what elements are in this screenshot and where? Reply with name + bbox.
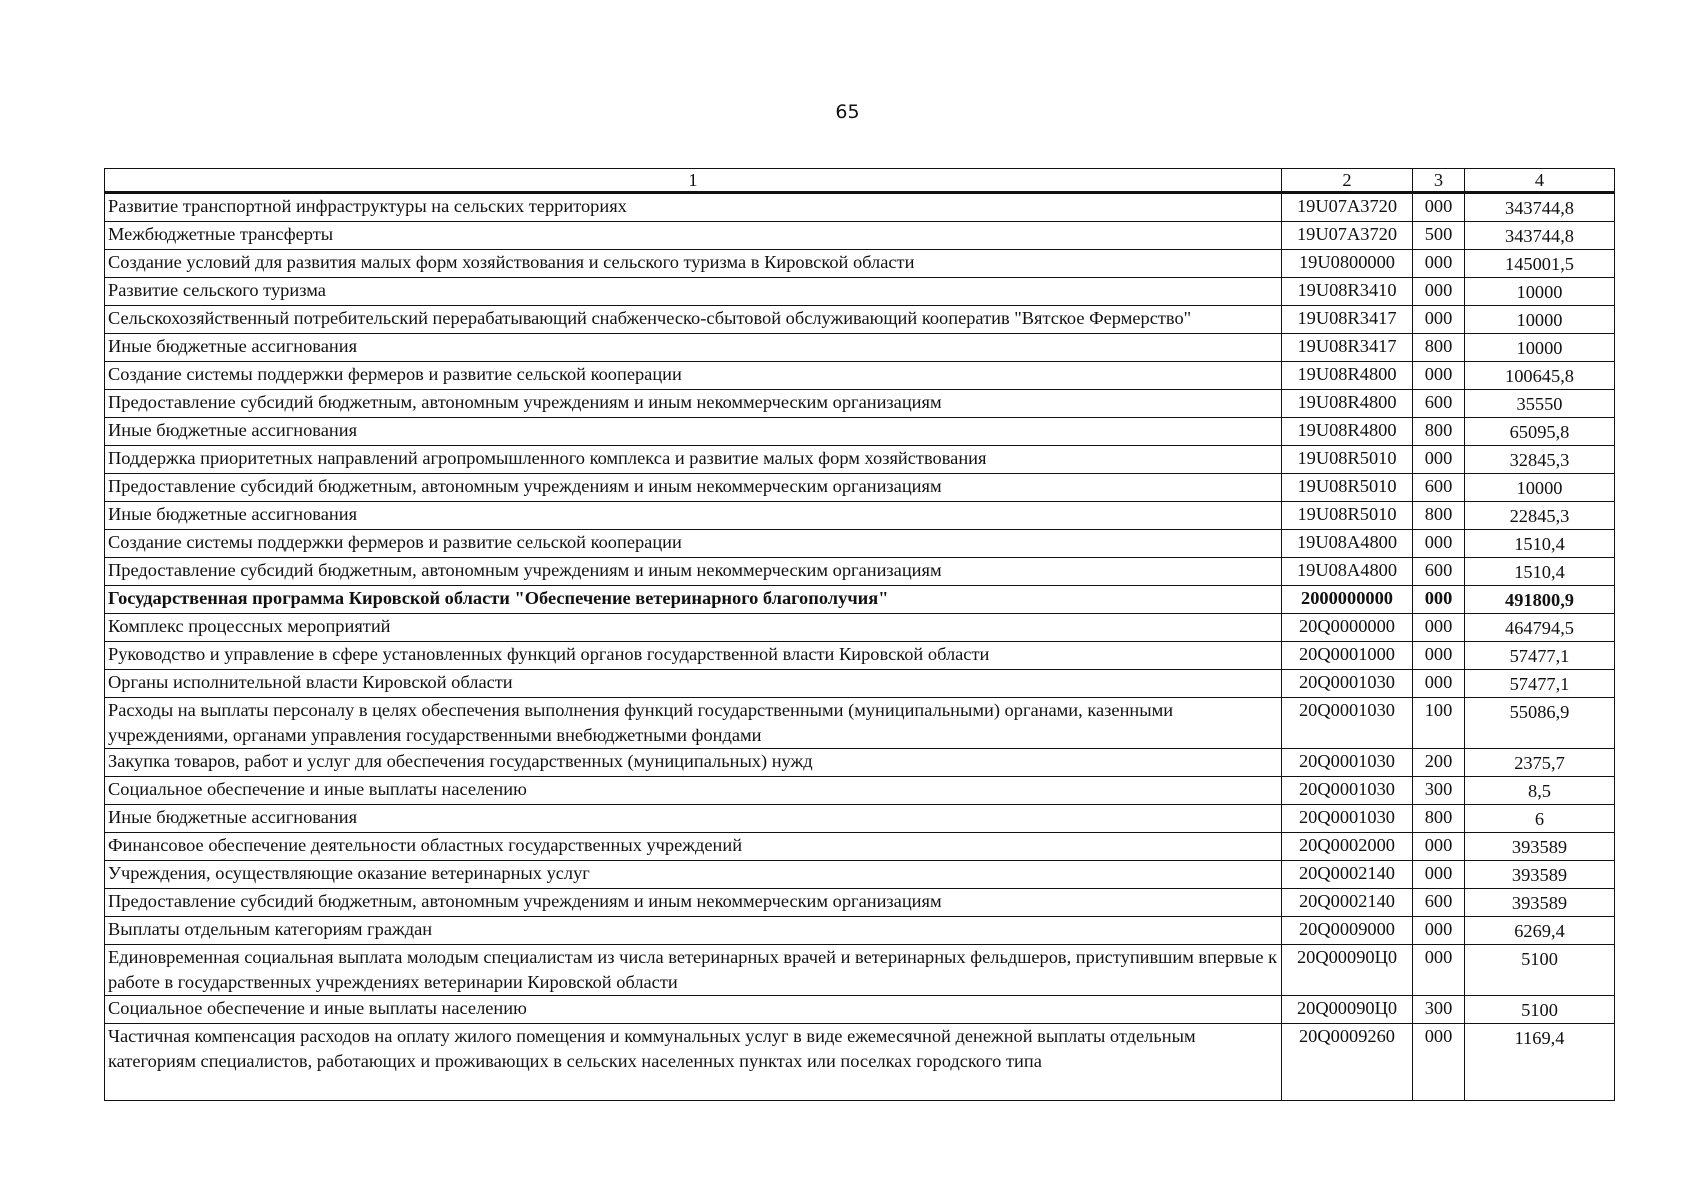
row-name-cell: Комплекс процессных мероприятий <box>105 614 1282 642</box>
row-type-cell: 000 <box>1413 362 1465 390</box>
row-code-cell: 20Q0001030 <box>1282 805 1413 833</box>
row-code-cell: 19U08R4800 <box>1282 390 1413 418</box>
row-amount-cell: 5100 <box>1465 945 1615 996</box>
row-code-cell: 19U08R3417 <box>1282 334 1413 362</box>
row-name-cell: Финансовое обеспечение деятельности областных государственных учреждений <box>105 833 1282 861</box>
table-row <box>105 250 1615 278</box>
row-code-cell: 20Q0002140 <box>1282 889 1413 917</box>
table-row <box>105 193 1615 222</box>
table-row <box>105 833 1615 861</box>
table-row <box>105 777 1615 805</box>
row-type-cell: 000 <box>1413 193 1465 222</box>
table-row <box>105 889 1615 917</box>
row-type-cell: 800 <box>1413 334 1465 362</box>
table-row <box>105 861 1615 889</box>
row-code-cell: 19U08R4800 <box>1282 418 1413 446</box>
row-type-cell: 000 <box>1413 250 1465 278</box>
row-type-cell: 300 <box>1413 777 1465 805</box>
row-code-cell: 20Q0001030 <box>1282 698 1413 749</box>
row-code-cell: 2000000000 <box>1282 586 1413 614</box>
row-name-cell: Создание системы поддержки фермеров и развитие сельской кооперации <box>105 530 1282 558</box>
row-type-cell: 000 <box>1413 861 1465 889</box>
row-code-cell: 20Q0009260 <box>1282 1024 1413 1101</box>
table-row <box>105 390 1615 418</box>
table-row <box>105 222 1615 250</box>
table-row <box>105 996 1615 1024</box>
row-name-cell: Создание условий для развития малых форм хозяйствования и сельского туризма в Кировской области <box>105 250 1282 278</box>
page-number: 65 <box>835 101 860 123</box>
row-type-cell: 600 <box>1413 889 1465 917</box>
table-row <box>105 418 1615 446</box>
row-amount-cell: 343744,8 <box>1465 222 1615 250</box>
table-row <box>105 586 1615 614</box>
row-name-cell: Расходы на выплаты персоналу в целях обеспечения выполнения функций государственными (муниципальными) органами, казенными учреждениями, органами управления государственными внебюджетными фондами <box>105 698 1282 749</box>
row-type-cell: 600 <box>1413 390 1465 418</box>
row-name-cell: Частичная компенсация расходов на оплату жилого помещения и коммунальных услуг в виде ежемесячной денежной выплаты отдельным категориям специалистов, работающих и проживающих в сельских населенных пунктах или поселках городского типа <box>105 1024 1282 1101</box>
row-type-cell: 000 <box>1413 833 1465 861</box>
row-amount-cell: 10000 <box>1465 474 1615 502</box>
row-amount-cell: 10000 <box>1465 334 1615 362</box>
row-code-cell: 20Q0002140 <box>1282 861 1413 889</box>
row-code-cell: 19U0800000 <box>1282 250 1413 278</box>
row-name-cell: Социальное обеспечение и иные выплаты населению <box>105 777 1282 805</box>
row-amount-cell: 22845,3 <box>1465 502 1615 530</box>
row-name-cell: Развитие транспортной инфраструктуры на сельских территориях <box>105 193 1282 222</box>
row-code-cell: 20Q0001000 <box>1282 642 1413 670</box>
row-name-cell: Иные бюджетные ассигнования <box>105 418 1282 446</box>
table-row <box>105 614 1615 642</box>
row-amount-cell: 343744,8 <box>1465 193 1615 222</box>
row-code-cell: 20Q00090Ц0 <box>1282 996 1413 1024</box>
row-amount-cell: 35550 <box>1465 390 1615 418</box>
row-code-cell: 20Q0002000 <box>1282 833 1413 861</box>
table-row <box>105 306 1615 334</box>
row-type-cell: 600 <box>1413 558 1465 586</box>
row-amount-cell: 393589 <box>1465 861 1615 889</box>
row-name-cell: Иные бюджетные ассигнования <box>105 805 1282 833</box>
row-type-cell: 300 <box>1413 996 1465 1024</box>
table-row <box>105 670 1615 698</box>
row-name-cell: Развитие сельского туризма <box>105 278 1282 306</box>
row-amount-cell: 145001,5 <box>1465 250 1615 278</box>
row-type-cell: 000 <box>1413 306 1465 334</box>
row-name-cell: Государственная программа Кировской области "Обеспечение ветеринарного благополучия" <box>105 586 1282 614</box>
row-type-cell: 800 <box>1413 805 1465 833</box>
row-amount-cell: 32845,3 <box>1465 446 1615 474</box>
row-amount-cell: 10000 <box>1465 306 1615 334</box>
row-type-cell: 000 <box>1413 642 1465 670</box>
table-row <box>105 558 1615 586</box>
row-name-cell: Единовременная социальная выплата молодым специалистам из числа ветеринарных врачей и ветеринарных фельдшеров, приступившим впервые к работе в государственных учреждениях ветеринарии Кировской области <box>105 945 1282 996</box>
table-row <box>105 474 1615 502</box>
row-amount-cell: 1510,4 <box>1465 530 1615 558</box>
row-type-cell: 000 <box>1413 945 1465 996</box>
row-code-cell: 19U08A4800 <box>1282 530 1413 558</box>
row-amount-cell: 2375,7 <box>1465 749 1615 777</box>
row-code-cell: 20Q0001030 <box>1282 749 1413 777</box>
row-name-cell: Иные бюджетные ассигнования <box>105 334 1282 362</box>
row-amount-cell: 57477,1 <box>1465 642 1615 670</box>
table-row <box>105 278 1615 306</box>
row-name-cell: Социальное обеспечение и иные выплаты населению <box>105 996 1282 1024</box>
row-code-cell: 19U08R3410 <box>1282 278 1413 306</box>
table-row <box>105 446 1615 474</box>
row-type-cell: 800 <box>1413 418 1465 446</box>
row-code-cell: 20Q0001030 <box>1282 777 1413 805</box>
row-amount-cell: 393589 <box>1465 833 1615 861</box>
row-name-cell: Органы исполнительной власти Кировской области <box>105 670 1282 698</box>
row-amount-cell: 393589 <box>1465 889 1615 917</box>
row-amount-cell: 491800,9 <box>1465 586 1615 614</box>
row-name-cell: Создание системы поддержки фермеров и развитие сельской кооперации <box>105 362 1282 390</box>
row-type-cell: 000 <box>1413 278 1465 306</box>
budget-table <box>104 168 1615 1101</box>
row-type-cell: 000 <box>1413 586 1465 614</box>
row-code-cell: 19U08A4800 <box>1282 558 1413 586</box>
row-name-cell: Закупка товаров, работ и услуг для обеспечения государственных (муниципальных) нужд <box>105 749 1282 777</box>
table-row <box>105 362 1615 390</box>
row-type-cell: 000 <box>1413 670 1465 698</box>
table-row <box>105 945 1615 996</box>
table-header-row <box>105 169 1615 193</box>
row-code-cell: 20Q0001030 <box>1282 670 1413 698</box>
row-amount-cell: 55086,9 <box>1465 698 1615 749</box>
row-type-cell: 800 <box>1413 502 1465 530</box>
table-body <box>105 193 1615 1101</box>
row-name-cell: Сельскохозяйственный потребительский перерабатывающий снабженческо-сбытовой обслуживающий кооператив "Вятское Фермерство" <box>105 306 1282 334</box>
table-row <box>105 805 1615 833</box>
table-row <box>105 749 1615 777</box>
row-code-cell: 19U08R5010 <box>1282 474 1413 502</box>
row-amount-cell: 464794,5 <box>1465 614 1615 642</box>
row-type-cell: 000 <box>1413 917 1465 945</box>
header-col-3: 3 <box>1413 169 1465 193</box>
row-amount-cell: 5100 <box>1465 996 1615 1024</box>
row-name-cell: Поддержка приоритетных направлений агропромышленного комплекса и развитие малых форм хозяйствования <box>105 446 1282 474</box>
table-row <box>105 917 1615 945</box>
row-name-cell: Предоставление субсидий бюджетным, автономным учреждениям и иным некоммерческим организациям <box>105 558 1282 586</box>
row-code-cell: 19U07A3720 <box>1282 222 1413 250</box>
row-code-cell: 19U08R4800 <box>1282 362 1413 390</box>
row-amount-cell: 100645,8 <box>1465 362 1615 390</box>
row-name-cell: Иные бюджетные ассигнования <box>105 502 1282 530</box>
header-col-2: 2 <box>1282 169 1413 193</box>
row-amount-cell: 6 <box>1465 805 1615 833</box>
row-name-cell: Руководство и управление в сфере установленных функций органов государственной власти Кировской области <box>105 642 1282 670</box>
row-type-cell: 600 <box>1413 474 1465 502</box>
row-amount-cell: 1169,4 <box>1465 1024 1615 1101</box>
header-col-1: 1 <box>105 169 1282 193</box>
row-name-cell: Предоставление субсидий бюджетным, автономным учреждениям и иным некоммерческим организациям <box>105 390 1282 418</box>
table-row <box>105 698 1615 749</box>
row-code-cell: 20Q0000000 <box>1282 614 1413 642</box>
row-code-cell: 19U07A3720 <box>1282 193 1413 222</box>
row-code-cell: 19U08R5010 <box>1282 502 1413 530</box>
row-amount-cell: 6269,4 <box>1465 917 1615 945</box>
table-row <box>105 334 1615 362</box>
row-code-cell: 20Q00090Ц0 <box>1282 945 1413 996</box>
row-type-cell: 000 <box>1413 1024 1465 1101</box>
row-amount-cell: 10000 <box>1465 278 1615 306</box>
row-code-cell: 19U08R5010 <box>1282 446 1413 474</box>
row-name-cell: Выплаты отдельным категориям граждан <box>105 917 1282 945</box>
table-row <box>105 1024 1615 1101</box>
row-type-cell: 200 <box>1413 749 1465 777</box>
row-name-cell: Учреждения, осуществляющие оказание ветеринарных услуг <box>105 861 1282 889</box>
row-name-cell: Предоставление субсидий бюджетным, автономным учреждениям и иным некоммерческим организациям <box>105 474 1282 502</box>
table-row <box>105 502 1615 530</box>
row-type-cell: 100 <box>1413 698 1465 749</box>
table-row <box>105 530 1615 558</box>
row-name-cell: Межбюджетные трансферты <box>105 222 1282 250</box>
row-code-cell: 19U08R3417 <box>1282 306 1413 334</box>
row-type-cell: 000 <box>1413 614 1465 642</box>
row-type-cell: 000 <box>1413 530 1465 558</box>
row-name-cell: Предоставление субсидий бюджетным, автономным учреждениям и иным некоммерческим организациям <box>105 889 1282 917</box>
row-amount-cell: 65095,8 <box>1465 418 1615 446</box>
row-code-cell: 20Q0009000 <box>1282 917 1413 945</box>
table-row <box>105 642 1615 670</box>
row-type-cell: 000 <box>1413 446 1465 474</box>
header-col-4: 4 <box>1465 169 1615 193</box>
row-amount-cell: 57477,1 <box>1465 670 1615 698</box>
row-amount-cell: 1510,4 <box>1465 558 1615 586</box>
row-type-cell: 500 <box>1413 222 1465 250</box>
row-amount-cell: 8,5 <box>1465 777 1615 805</box>
